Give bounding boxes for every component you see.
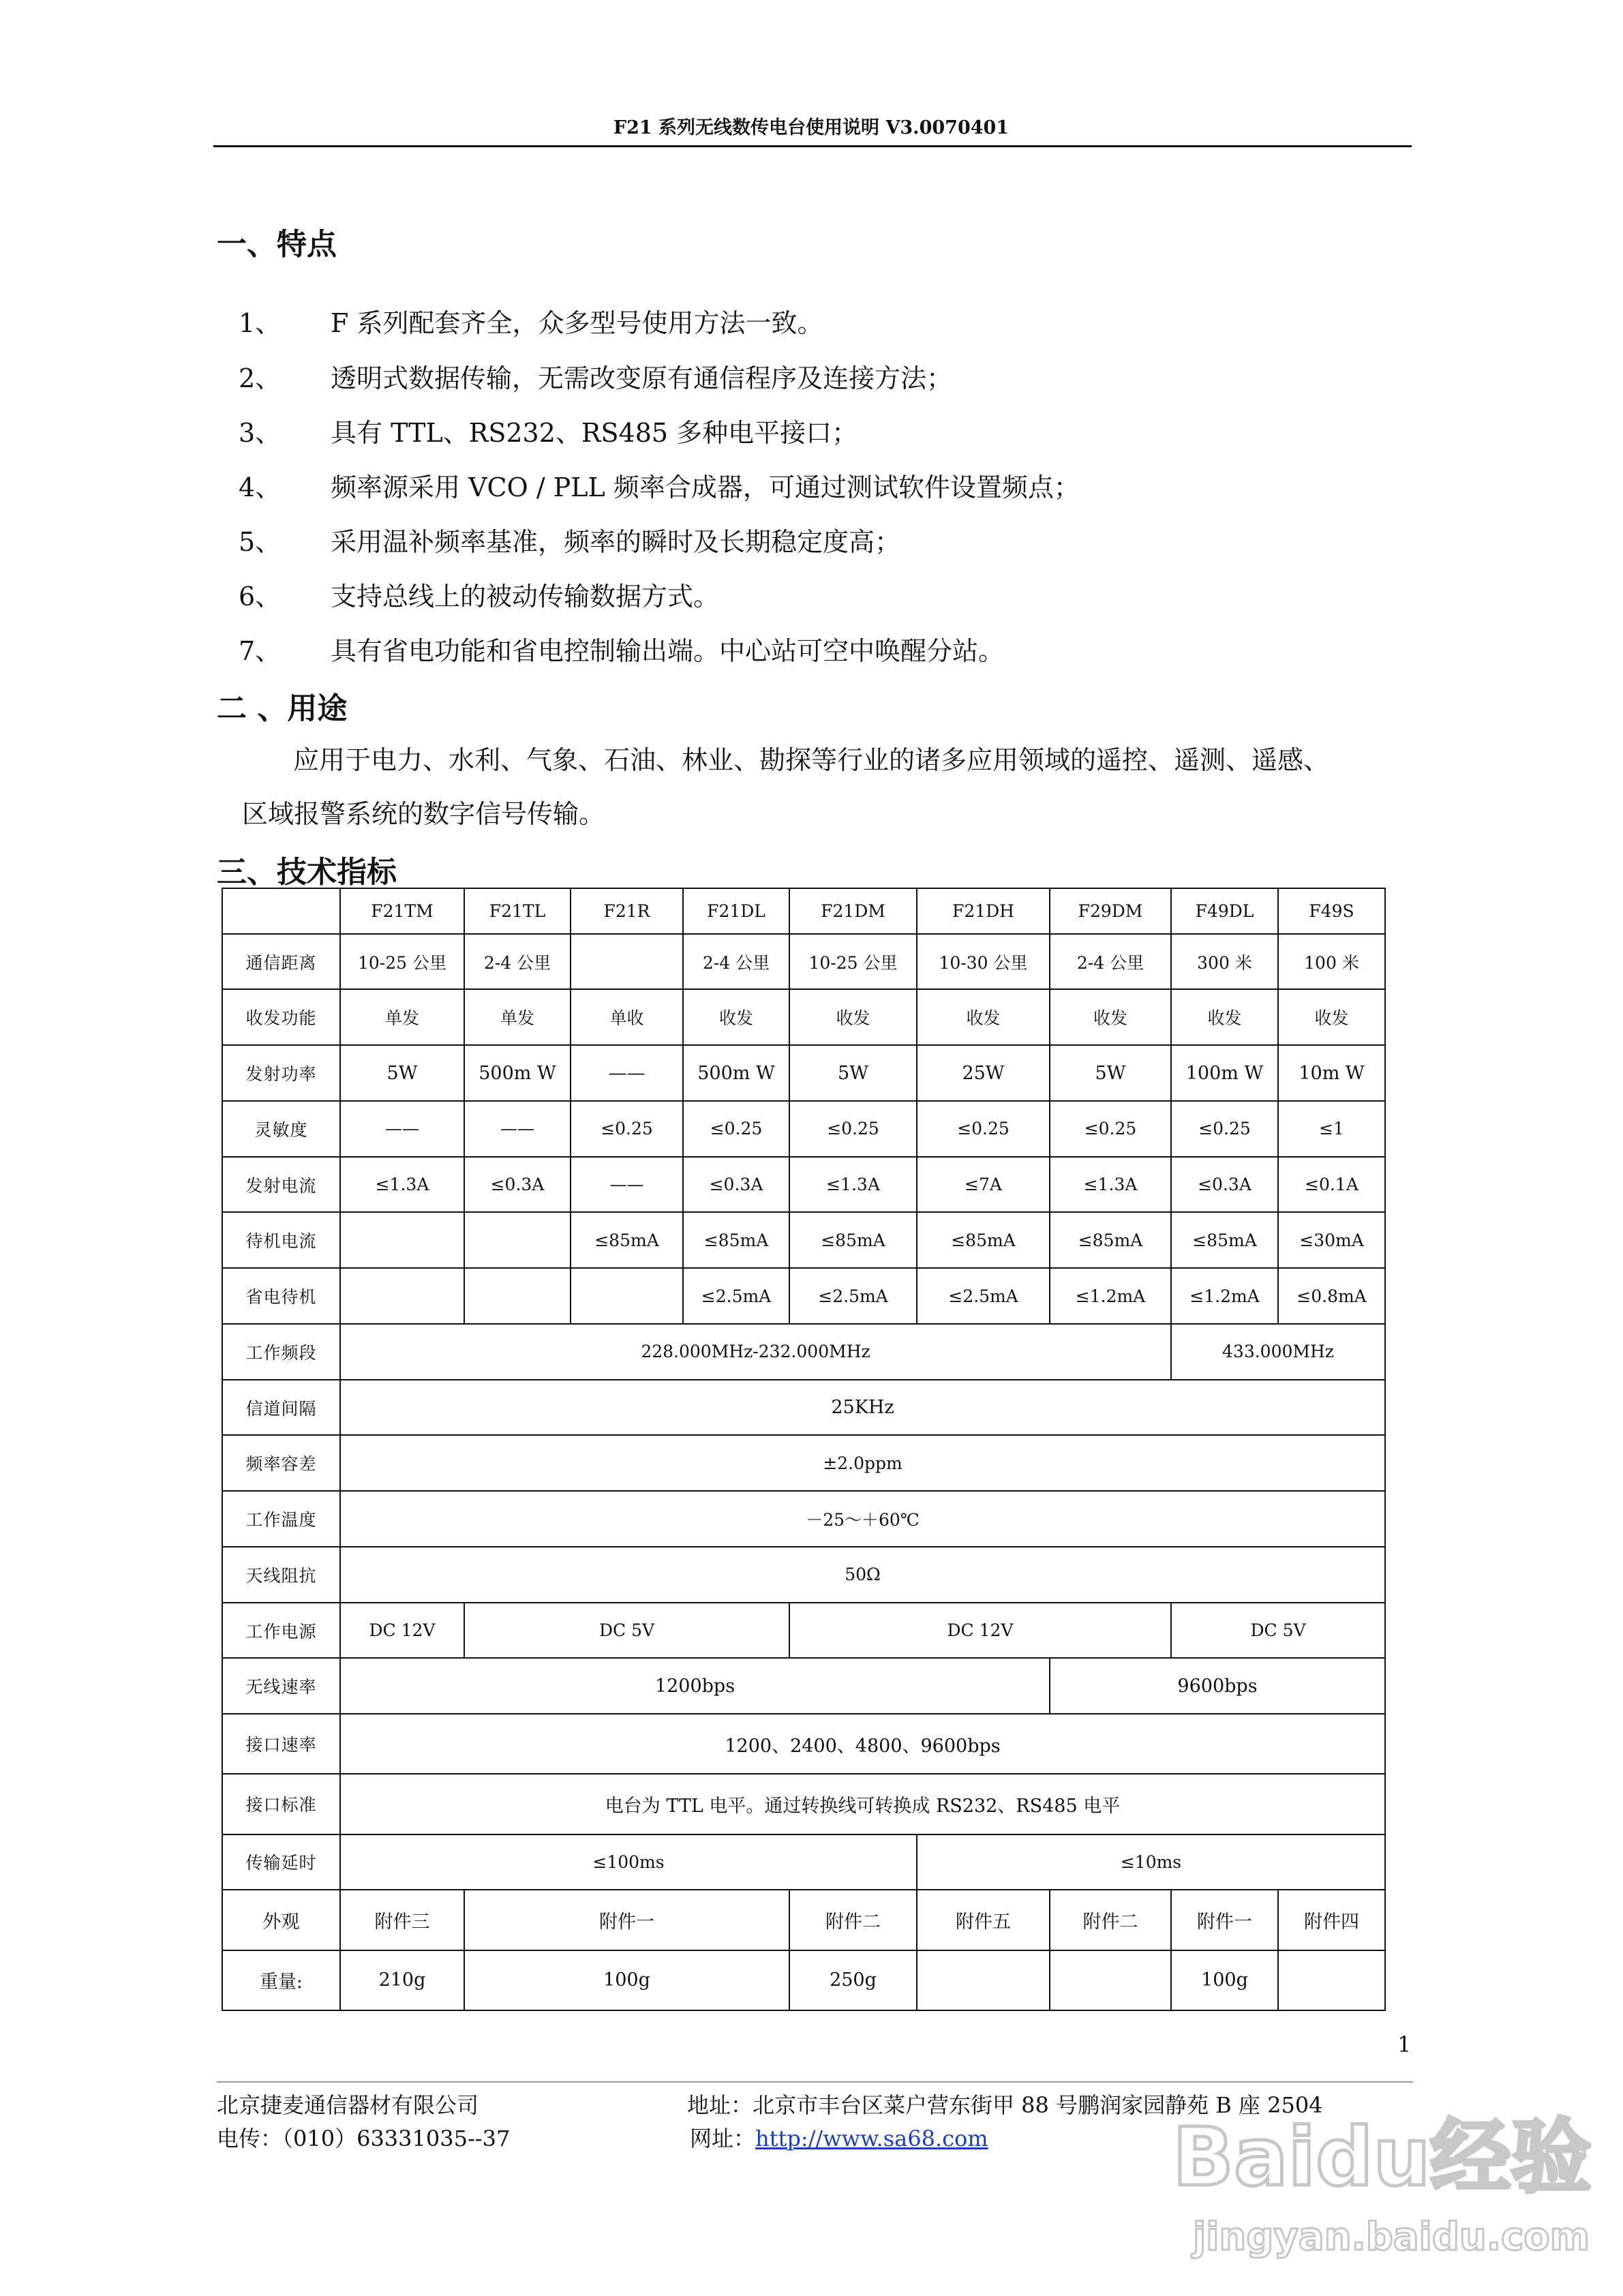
footer-phone: 电传：（010）63331035--37	[217, 2126, 511, 2151]
table-row-appearance	[222, 1890, 1385, 1950]
table-cell: 210g	[340, 1950, 464, 2010]
table-cell	[340, 1212, 464, 1268]
model-header: F21TM	[340, 888, 464, 934]
model-header: F29DM	[1050, 888, 1171, 934]
table-cell: 收发	[1278, 989, 1385, 1045]
row-label: 信道间隔	[222, 1380, 340, 1436]
table-cell: ≤10ms	[917, 1834, 1385, 1890]
table-cell: 收发	[1171, 989, 1278, 1045]
row-label: 传输延时	[222, 1834, 340, 1890]
table-cell: ≤0.3A	[1171, 1157, 1278, 1213]
table-cell: ≤0.3A	[683, 1157, 789, 1213]
table-cell: 2-4 公里	[464, 934, 571, 990]
table-cell: 25W	[917, 1045, 1050, 1101]
table-cell: ≤85mA	[917, 1212, 1050, 1268]
feature-number: 5、	[239, 527, 282, 557]
table-row-transmission-delay	[222, 1834, 1385, 1890]
model-header: F21R	[571, 888, 683, 934]
table-cell: ≤85mA	[789, 1212, 917, 1268]
table-cell: 收发	[1050, 989, 1171, 1045]
table-cell: ≤85mA	[1171, 1212, 1278, 1268]
table-cell: 433.000MHz	[1171, 1324, 1385, 1380]
row-label: 灵敏度	[222, 1101, 340, 1157]
table-cell: 100m W	[1171, 1045, 1278, 1101]
table-cell: ≤0.25	[917, 1101, 1050, 1157]
table-cell: ≤0.25	[1050, 1101, 1171, 1157]
table-cell: 附件一	[1171, 1890, 1278, 1950]
row-label: 待机电流	[222, 1212, 340, 1268]
table-cell: ——	[571, 1045, 683, 1101]
table-cell: 收发	[789, 989, 917, 1045]
table-cell: 收发	[917, 989, 1050, 1045]
table-cell: 300 米	[1171, 934, 1278, 990]
table-cell: ≤1.2mA	[1050, 1268, 1171, 1324]
table-row-frequency-tolerance	[222, 1435, 1385, 1491]
model-header: F21DH	[917, 888, 1050, 934]
table-cell: 单发	[464, 989, 571, 1045]
row-label: 接口标准	[222, 1774, 340, 1834]
document-header-title: F21 系列无线数传电台使用说明 V3.0070401	[613, 117, 1010, 138]
table-cell: 附件二	[789, 1890, 917, 1950]
table-cell: 10-25 公里	[340, 934, 464, 990]
feature-number: 7、	[239, 636, 282, 666]
feature-item-7	[239, 630, 1004, 667]
table-row-models	[222, 888, 1385, 934]
table-cell: 附件二	[1050, 1890, 1171, 1950]
table-cell: ≤0.25	[1171, 1101, 1278, 1157]
footer-rule	[217, 2081, 1413, 2083]
table-cell: 5W	[789, 1045, 917, 1101]
table-cell: ——	[571, 1157, 683, 1213]
table-cell	[571, 934, 683, 990]
table-row-interface-standard	[222, 1774, 1385, 1834]
baidu-jingyan-watermark	[1166, 2096, 1592, 2274]
feature-text: 透明式数据传输，无需改变原有通信程序及连接方法；	[331, 363, 953, 393]
table-row-operating-temperature	[222, 1491, 1385, 1547]
table-cell: －25～＋60℃	[340, 1491, 1385, 1547]
table-cell	[464, 1268, 571, 1324]
feature-text: 频率源采用 VCO / PLL 频率合成器，可通过测试软件设置频点；	[331, 472, 1080, 502]
table-cell: 收发	[683, 989, 789, 1045]
table-cell: 5W	[1050, 1045, 1171, 1101]
table-cell: 250g	[789, 1950, 917, 2010]
feature-text: 具有省电功能和省电控制输出端。中心站可空中唤醒分站。	[331, 636, 1005, 666]
table-row-function	[222, 989, 1385, 1045]
section-heading-features: 一、特点	[217, 227, 337, 262]
table-cell: ≤1.3A	[340, 1157, 464, 1213]
feature-text: 采用温补频率基准，频率的瞬时及长期稳定度高；	[331, 527, 901, 557]
table-cell: 10-30 公里	[917, 934, 1050, 990]
table-cell: 附件三	[340, 1890, 464, 1950]
table-cell: ≤7A	[917, 1157, 1050, 1213]
feature-item-6	[239, 575, 719, 613]
model-header: F21DM	[789, 888, 917, 934]
table-cell: DC 12V	[340, 1603, 464, 1659]
page-number: 1	[1397, 2031, 1412, 2057]
table-row-standby-current	[222, 1212, 1385, 1268]
table-cell: 2-4 公里	[1050, 934, 1171, 990]
table-cell: ≤2.5mA	[789, 1268, 917, 1324]
table-cell: DC 12V	[789, 1603, 1171, 1659]
feature-item-5	[239, 521, 900, 558]
feature-number: 1、	[239, 308, 282, 338]
model-header: F21TL	[464, 888, 571, 934]
table-cell: 500m W	[683, 1045, 789, 1101]
table-cell: ≤1.2mA	[1171, 1268, 1278, 1324]
table-cell: ≤0.25	[571, 1101, 683, 1157]
table-cell: 25KHz	[340, 1380, 1385, 1436]
row-label: 无线速率	[222, 1658, 340, 1714]
header-rule	[213, 145, 1412, 147]
table-row-weight	[222, 1950, 1385, 2010]
table-cell: 100g	[1171, 1950, 1278, 2010]
table-cell: ——	[340, 1101, 464, 1157]
table-cell: ≤0.25	[683, 1101, 789, 1157]
table-cell: 100 米	[1278, 934, 1385, 990]
table-cell: ≤85mA	[571, 1212, 683, 1268]
footer-website-link[interactable]: http://www.sa68.com	[755, 2126, 988, 2151]
table-row-wireless-rate	[222, 1658, 1385, 1714]
table-cell: 500m W	[464, 1045, 571, 1101]
model-header: F21DL	[683, 888, 789, 934]
table-row-interface-rate	[222, 1714, 1385, 1774]
usage-paragraph-line-2: 区域报警系统的数字信号传输。	[242, 799, 605, 829]
footer-website-label: 网址：	[690, 2126, 756, 2151]
row-label: 工作温度	[222, 1491, 340, 1547]
row-label: 通信距离	[222, 934, 340, 990]
table-cell: 9600bps	[1050, 1658, 1385, 1714]
table-cell: 10-25 公里	[789, 934, 917, 990]
table-cell: 附件五	[917, 1890, 1050, 1950]
table-cell: ≤85mA	[1050, 1212, 1171, 1268]
section-heading-specs: 三、技术指标	[217, 855, 397, 890]
table-cell: 附件一	[464, 1890, 789, 1950]
table-cell: 50Ω	[340, 1547, 1385, 1603]
table-cell	[1278, 1950, 1385, 2010]
row-label: 重量:	[222, 1950, 340, 2010]
table-cell: ≤0.25	[789, 1101, 917, 1157]
row-label: 工作频段	[222, 1324, 340, 1380]
row-label: 发射电流	[222, 1157, 340, 1213]
spec-table	[222, 888, 1386, 2011]
table-cell: ≤1.3A	[789, 1157, 917, 1213]
table-cell: 2-4 公里	[683, 934, 789, 990]
spec-table-container	[222, 888, 1384, 2011]
table-cell: 单收	[571, 989, 683, 1045]
table-cell: ——	[464, 1101, 571, 1157]
table-cell: 228.000MHz-232.000MHz	[340, 1324, 1171, 1380]
feature-item-2	[239, 357, 952, 395]
table-cell	[1050, 1950, 1171, 2010]
table-cell: ≤100ms	[340, 1834, 917, 1890]
table-cell	[340, 1268, 464, 1324]
table-cell: 附件四	[1278, 1890, 1385, 1950]
feature-number: 4、	[239, 472, 282, 502]
usage-paragraph-line-1: 应用于电力、水利、气象、石油、林业、勘探等行业的诸多应用领域的遥控、遥测、遥感、	[293, 745, 1330, 775]
section-heading-usage: 二 、用途	[217, 691, 348, 726]
row-label: 外观	[222, 1890, 340, 1950]
table-cell	[464, 1212, 571, 1268]
row-label: 工作电源	[222, 1603, 340, 1659]
watermark-brand-text: Baidu经验	[1172, 2110, 1592, 2204]
feature-item-3	[239, 412, 858, 449]
table-row-power-supply	[222, 1603, 1385, 1659]
table-cell: ≤2.5mA	[917, 1268, 1050, 1324]
row-label: 收发功能	[222, 989, 340, 1045]
table-row-distance	[222, 934, 1385, 990]
feature-item-1	[239, 302, 823, 339]
table-cell: DC 5V	[1171, 1603, 1385, 1659]
model-header: F49DL	[1171, 888, 1278, 934]
table-row-power-save-standby	[222, 1268, 1385, 1324]
table-cell	[571, 1268, 683, 1324]
feature-text: 支持总线上的被动传输数据方式。	[331, 581, 720, 611]
table-cell: ≤1.3A	[1050, 1157, 1171, 1213]
table-row-sensitivity	[222, 1101, 1385, 1157]
table-row-tx-current	[222, 1157, 1385, 1213]
footer-company: 北京捷麦通信器材有限公司	[217, 2092, 479, 2118]
table-row-tx-power	[222, 1045, 1385, 1101]
row-label: 频率容差	[222, 1435, 340, 1491]
row-label: 发射功率	[222, 1045, 340, 1101]
table-cell: ≤1	[1278, 1101, 1385, 1157]
table-row-antenna-impedance	[222, 1547, 1385, 1603]
table-cell: 10m W	[1278, 1045, 1385, 1101]
feature-number: 2、	[239, 363, 282, 393]
footer-website	[690, 2121, 988, 2153]
table-cell: 1200、2400、4800、9600bps	[340, 1714, 1385, 1774]
model-header: F49S	[1278, 888, 1385, 934]
feature-number: 3、	[239, 418, 282, 448]
row-label: 天线阻抗	[222, 1547, 340, 1603]
table-cell	[917, 1950, 1050, 2010]
feature-item-4	[239, 466, 1080, 504]
footer-address: 地址：北京市丰台区菜户营东街甲 88 号鹏润家园静苑 B 座 2504	[687, 2092, 1323, 2118]
table-cell: ≤30mA	[1278, 1212, 1385, 1268]
table-cell: ≤85mA	[683, 1212, 789, 1268]
table-cell: DC 5V	[464, 1603, 789, 1659]
row-label: 省电待机	[222, 1268, 340, 1324]
watermark-url-text: jingyan.baidu.com	[1193, 2215, 1590, 2259]
row-label: 接口速率	[222, 1714, 340, 1774]
table-cell: ≤0.1A	[1278, 1157, 1385, 1213]
table-cell: 电台为 TTL 电平。通过转换线可转换成 RS232、RS485 电平	[340, 1774, 1385, 1834]
table-row-frequency-band	[222, 1324, 1385, 1380]
table-cell: 单发	[340, 989, 464, 1045]
table-cell: ≤0.3A	[464, 1157, 571, 1213]
table-cell: ≤2.5mA	[683, 1268, 789, 1324]
table-cell: 100g	[464, 1950, 789, 2010]
table-cell: ≤0.8mA	[1278, 1268, 1385, 1324]
table-cell-corner	[222, 888, 340, 934]
feature-text: F 系列配套齐全，众多型号使用方法一致。	[331, 308, 823, 338]
table-row-channel-spacing	[222, 1380, 1385, 1436]
table-cell: ±2.0ppm	[340, 1435, 1385, 1491]
feature-text: 具有 TTL、RS232、RS485 多种电平接口；	[331, 418, 858, 448]
table-cell: 5W	[340, 1045, 464, 1101]
feature-number: 6、	[239, 581, 282, 611]
table-cell: 1200bps	[340, 1658, 1050, 1714]
